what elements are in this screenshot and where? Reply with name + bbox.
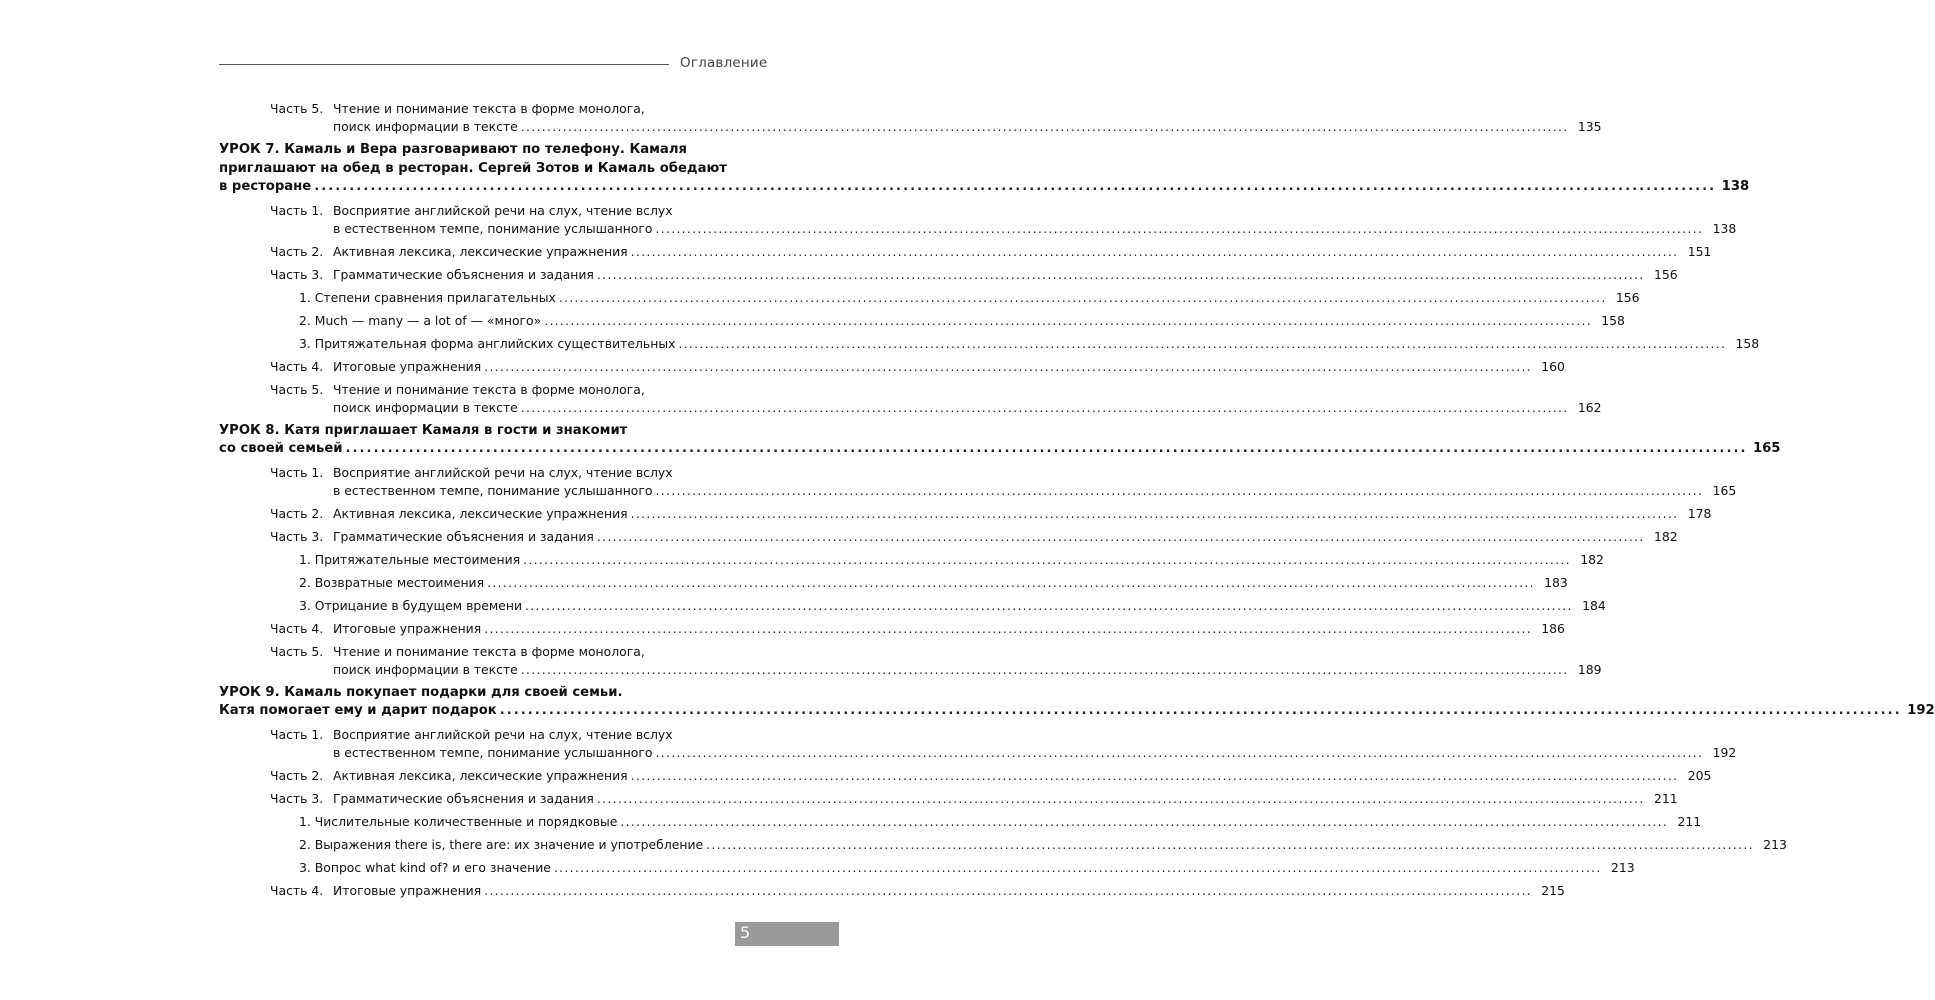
toc-part-entry <box>219 882 1565 900</box>
toc-entry-text <box>333 202 1737 238</box>
toc-page-number: 213 <box>1763 836 1787 852</box>
toc-part-entry <box>219 528 1678 546</box>
toc-part-label: Часть 4. <box>270 620 324 636</box>
dot-leader: ........................................................................................................................................................................................................ <box>630 243 1679 259</box>
toc-part-entry <box>219 726 1737 762</box>
toc-entry-text <box>299 597 1606 615</box>
toc-entry-line: в естественном темпе, понимание услышанного <box>333 482 653 498</box>
toc-part-entry <box>219 505 1712 523</box>
toc-entry-text <box>219 141 1750 197</box>
toc-page-number: 158 <box>1735 335 1760 351</box>
dot-leader: ........................................................................................................................................................................................................ <box>596 266 1645 282</box>
toc-entry-line: Чтение и понимание текста в форме монолога, <box>333 101 645 116</box>
toc-entry-line: поиск информации в тексте <box>333 399 518 415</box>
toc-part-label: Часть 5. <box>270 101 324 116</box>
toc-part-label: Часть 2. <box>270 243 324 259</box>
toc-entry-text <box>333 528 1678 546</box>
toc-entry-text <box>333 100 1602 136</box>
toc-entry-text <box>333 243 1712 261</box>
toc-entry-line: приглашают на обед в ресторан. Сергей Зотов и Камаль обедают <box>219 160 727 176</box>
toc-subsection-entry <box>219 312 1625 330</box>
toc-entry-line: в ресторане <box>219 179 312 194</box>
dot-leader: ........................................................................................................................................................................................................ <box>499 703 1902 718</box>
dot-leader: ........................................................................................................................................................................................................ <box>520 119 1569 134</box>
toc-entry-line: Активная лексика, лексические упражнения <box>333 505 628 521</box>
toc-lesson-entry <box>219 422 1781 459</box>
toc-page-number: 192 <box>1907 703 1935 718</box>
toc-entry-line: УРОК 7. Камаль и Вера разговаривают по телефону. Камаля <box>219 142 687 157</box>
dot-leader: ........................................................................................................................................................................................................ <box>487 574 1535 590</box>
dot-leader: ........................................................................................................................................................................................................ <box>630 767 1679 783</box>
toc-part-label: Часть 2. <box>270 505 324 521</box>
toc-page-number: 186 <box>1541 620 1565 636</box>
dot-leader: ........................................................................................................................................................................................................ <box>520 399 1569 415</box>
toc-part-label: Часть 3. <box>270 528 324 544</box>
toc-entry-line: Грамматические объяснения и задания <box>333 266 594 282</box>
toc-entry-line: в естественном темпе, понимание услышанного <box>333 220 653 236</box>
toc-entry-text <box>333 643 1602 679</box>
toc-entry-line: 1. Числительные количественные и порядковые <box>299 813 618 829</box>
toc-page-number: 162 <box>1577 399 1602 415</box>
toc-entry-line: Активная лексика, лексические упражнения <box>333 767 628 783</box>
dot-leader: ........................................................................................................................................................................................................ <box>620 813 1669 829</box>
toc-entry-text <box>299 574 1568 592</box>
toc-part-label: Часть 5. <box>270 381 324 397</box>
toc-entry-text <box>299 335 1760 353</box>
toc-page-number: 160 <box>1541 358 1565 374</box>
toc-part-label: Часть 3. <box>270 790 324 806</box>
toc-part-label: Часть 1. <box>270 464 324 480</box>
toc-entry-line: Восприятие английской речи на слух, чтение вслух <box>333 726 673 742</box>
toc-entry-line: поиск информации в тексте <box>333 661 518 677</box>
table-of-contents <box>219 100 1935 905</box>
toc-entry-text <box>333 464 1737 500</box>
toc-part-entry <box>219 202 1737 238</box>
toc-entry-text <box>333 358 1565 376</box>
page-number-tab <box>735 922 839 946</box>
running-header-title: Оглавление <box>680 55 768 71</box>
toc-page-number: 151 <box>1687 243 1712 259</box>
toc-entry-line: Катя помогает ему и дарит подарок <box>219 703 497 718</box>
toc-page-number: 189 <box>1577 661 1602 677</box>
toc-page-number: 213 <box>1610 859 1635 875</box>
toc-subsection-entry <box>219 335 1760 353</box>
toc-entry-line: Восприятие английской речи на слух, чтение вслух <box>333 202 673 218</box>
toc-entry-line: 3. Вопрос what kind of? и его значение <box>299 859 551 875</box>
toc-entry-text <box>299 859 1635 877</box>
page-number: 5 <box>740 923 751 942</box>
toc-entry-text <box>219 684 1935 721</box>
toc-page-number: 135 <box>1577 119 1602 134</box>
dot-leader: ........................................................................................................................................................................................................ <box>544 312 1592 328</box>
toc-entry-text <box>299 289 1640 307</box>
toc-part-entry <box>219 643 1602 679</box>
toc-entry-text <box>333 882 1565 900</box>
toc-part-entry <box>219 266 1678 284</box>
toc-page-number: 205 <box>1687 767 1712 783</box>
toc-entry-line: Итоговые упражнения <box>333 358 482 374</box>
toc-entry-line: УРОК 8. Катя приглашает Камаля в гости и знакомит <box>219 422 628 438</box>
toc-part-label: Часть 3. <box>270 266 324 282</box>
toc-page-number: 178 <box>1687 505 1712 521</box>
toc-subsection-entry <box>219 551 1604 569</box>
toc-entry-text <box>333 266 1678 284</box>
toc-page-number: 192 <box>1712 744 1737 760</box>
toc-entry-text <box>333 381 1602 417</box>
toc-entry-line: Чтение и понимание текста в форме монолога, <box>333 381 645 397</box>
toc-page-number: 215 <box>1541 882 1565 898</box>
toc-part-entry <box>219 381 1602 417</box>
toc-page-number: 182 <box>1580 551 1604 567</box>
toc-part-label: Часть 2. <box>270 767 324 783</box>
toc-subsection-entry <box>219 813 1702 831</box>
toc-page-number: 156 <box>1615 289 1640 305</box>
dot-leader: ........................................................................................................................................................................................................ <box>596 528 1645 544</box>
toc-entry-line: Активная лексика, лексические упражнения <box>333 243 628 259</box>
toc-part-entry <box>219 464 1737 500</box>
dot-leader: ........................................................................................................................................................................................................ <box>345 441 1748 456</box>
dot-leader: ........................................................................................................................................................................................................ <box>706 836 1754 852</box>
dot-leader: ........................................................................................................................................................................................................ <box>558 289 1607 305</box>
dot-leader: ........................................................................................................................................................................................................ <box>678 335 1727 351</box>
toc-part-entry <box>219 243 1712 261</box>
toc-part-entry <box>219 767 1712 785</box>
toc-entry-line: 1. Притяжательные местоимения <box>299 551 521 567</box>
toc-entry-text <box>219 422 1781 459</box>
toc-page-number: 211 <box>1677 813 1702 829</box>
toc-entry-line: 2. Much — many — a lot of — «много» <box>299 312 542 328</box>
toc-entry-line: 2. Выражения there is, there are: их значение и употребление <box>299 836 704 852</box>
toc-entry-text <box>333 767 1712 785</box>
toc-entry-text <box>333 505 1712 523</box>
toc-page-number: 138 <box>1712 220 1737 236</box>
dot-leader: ........................................................................................................................................................................................................ <box>484 620 1532 636</box>
toc-part-label: Часть 5. <box>270 643 324 659</box>
toc-entry-line: 3. Отрицание в будущем времени <box>299 597 523 613</box>
toc-entry-line: Грамматические объяснения и задания <box>333 528 594 544</box>
toc-subsection-entry <box>219 289 1640 307</box>
dot-leader: ........................................................................................................................................................................................................ <box>523 551 1571 567</box>
toc-page-number: 183 <box>1544 574 1568 590</box>
toc-page-number: 182 <box>1653 528 1678 544</box>
toc-entry-text <box>299 836 1787 854</box>
dot-leader: ........................................................................................................................................................................................................ <box>314 179 1717 194</box>
toc-part-entry <box>219 620 1565 638</box>
toc-entry-line: Итоговые упражнения <box>333 620 482 636</box>
dot-leader: ........................................................................................................................................................................................................ <box>520 661 1569 677</box>
toc-entry-text <box>299 551 1604 569</box>
toc-entry-line: со своей семьей <box>219 441 343 456</box>
dot-leader: ........................................................................................................................................................................................................ <box>484 358 1532 374</box>
toc-page-number: 156 <box>1653 266 1678 282</box>
toc-lesson-entry <box>219 684 1935 721</box>
dot-leader: ........................................................................................................................................................................................................ <box>655 220 1704 236</box>
toc-entry-line: Восприятие английской речи на слух, чтение вслух <box>333 464 673 480</box>
toc-subsection-entry <box>219 836 1787 854</box>
toc-entry-line: 3. Притяжательная форма английских существительных <box>299 335 676 351</box>
toc-lesson-entry <box>219 141 1750 197</box>
toc-part-entry <box>219 790 1678 808</box>
toc-subsection-entry <box>219 859 1635 877</box>
toc-entry-line: в естественном темпе, понимание услышанного <box>333 744 653 760</box>
toc-entry-line: 2. Возвратные местоимения <box>299 574 485 590</box>
toc-entry-line: Чтение и понимание текста в форме монолога, <box>333 643 645 659</box>
dot-leader: ........................................................................................................................................................................................................ <box>553 859 1602 875</box>
toc-entry-text <box>333 620 1565 638</box>
toc-entry-line: УРОК 9. Камаль покупает подарки для своей семьи. <box>219 684 623 700</box>
toc-page-number: 165 <box>1712 482 1737 498</box>
toc-subsection-entry <box>219 597 1606 615</box>
toc-part-label: Часть 1. <box>270 726 324 742</box>
toc-subsection-entry <box>219 574 1568 592</box>
toc-part-entry <box>219 100 1602 136</box>
toc-entry-text <box>333 726 1737 762</box>
dot-leader: ........................................................................................................................................................................................................ <box>525 597 1573 613</box>
toc-part-label: Часть 1. <box>270 202 324 218</box>
toc-entry-text <box>299 813 1702 831</box>
toc-page-number: 158 <box>1601 312 1625 328</box>
toc-page-number: 165 <box>1752 441 1781 456</box>
dot-leader: ........................................................................................................................................................................................................ <box>655 744 1704 760</box>
dot-leader: ........................................................................................................................................................................................................ <box>655 482 1704 498</box>
toc-entry-line: Грамматические объяснения и задания <box>333 790 594 806</box>
toc-entry-text <box>333 790 1678 808</box>
dot-leader: ........................................................................................................................................................................................................ <box>484 882 1532 898</box>
toc-entry-text <box>299 312 1625 330</box>
toc-page-number: 184 <box>1582 597 1606 613</box>
toc-entry-line: поиск информации в тексте <box>333 119 518 134</box>
toc-part-label: Часть 4. <box>270 882 324 898</box>
header-rule <box>219 64 669 65</box>
toc-page-number: 138 <box>1721 179 1750 194</box>
toc-entry-line: 1. Степени сравнения прилагательных <box>299 289 556 305</box>
dot-leader: ........................................................................................................................................................................................................ <box>630 505 1679 521</box>
toc-part-label: Часть 4. <box>270 358 324 374</box>
toc-part-entry <box>219 358 1565 376</box>
dot-leader: ........................................................................................................................................................................................................ <box>596 790 1645 806</box>
toc-page-number: 211 <box>1653 790 1678 806</box>
toc-entry-line: Итоговые упражнения <box>333 882 482 898</box>
